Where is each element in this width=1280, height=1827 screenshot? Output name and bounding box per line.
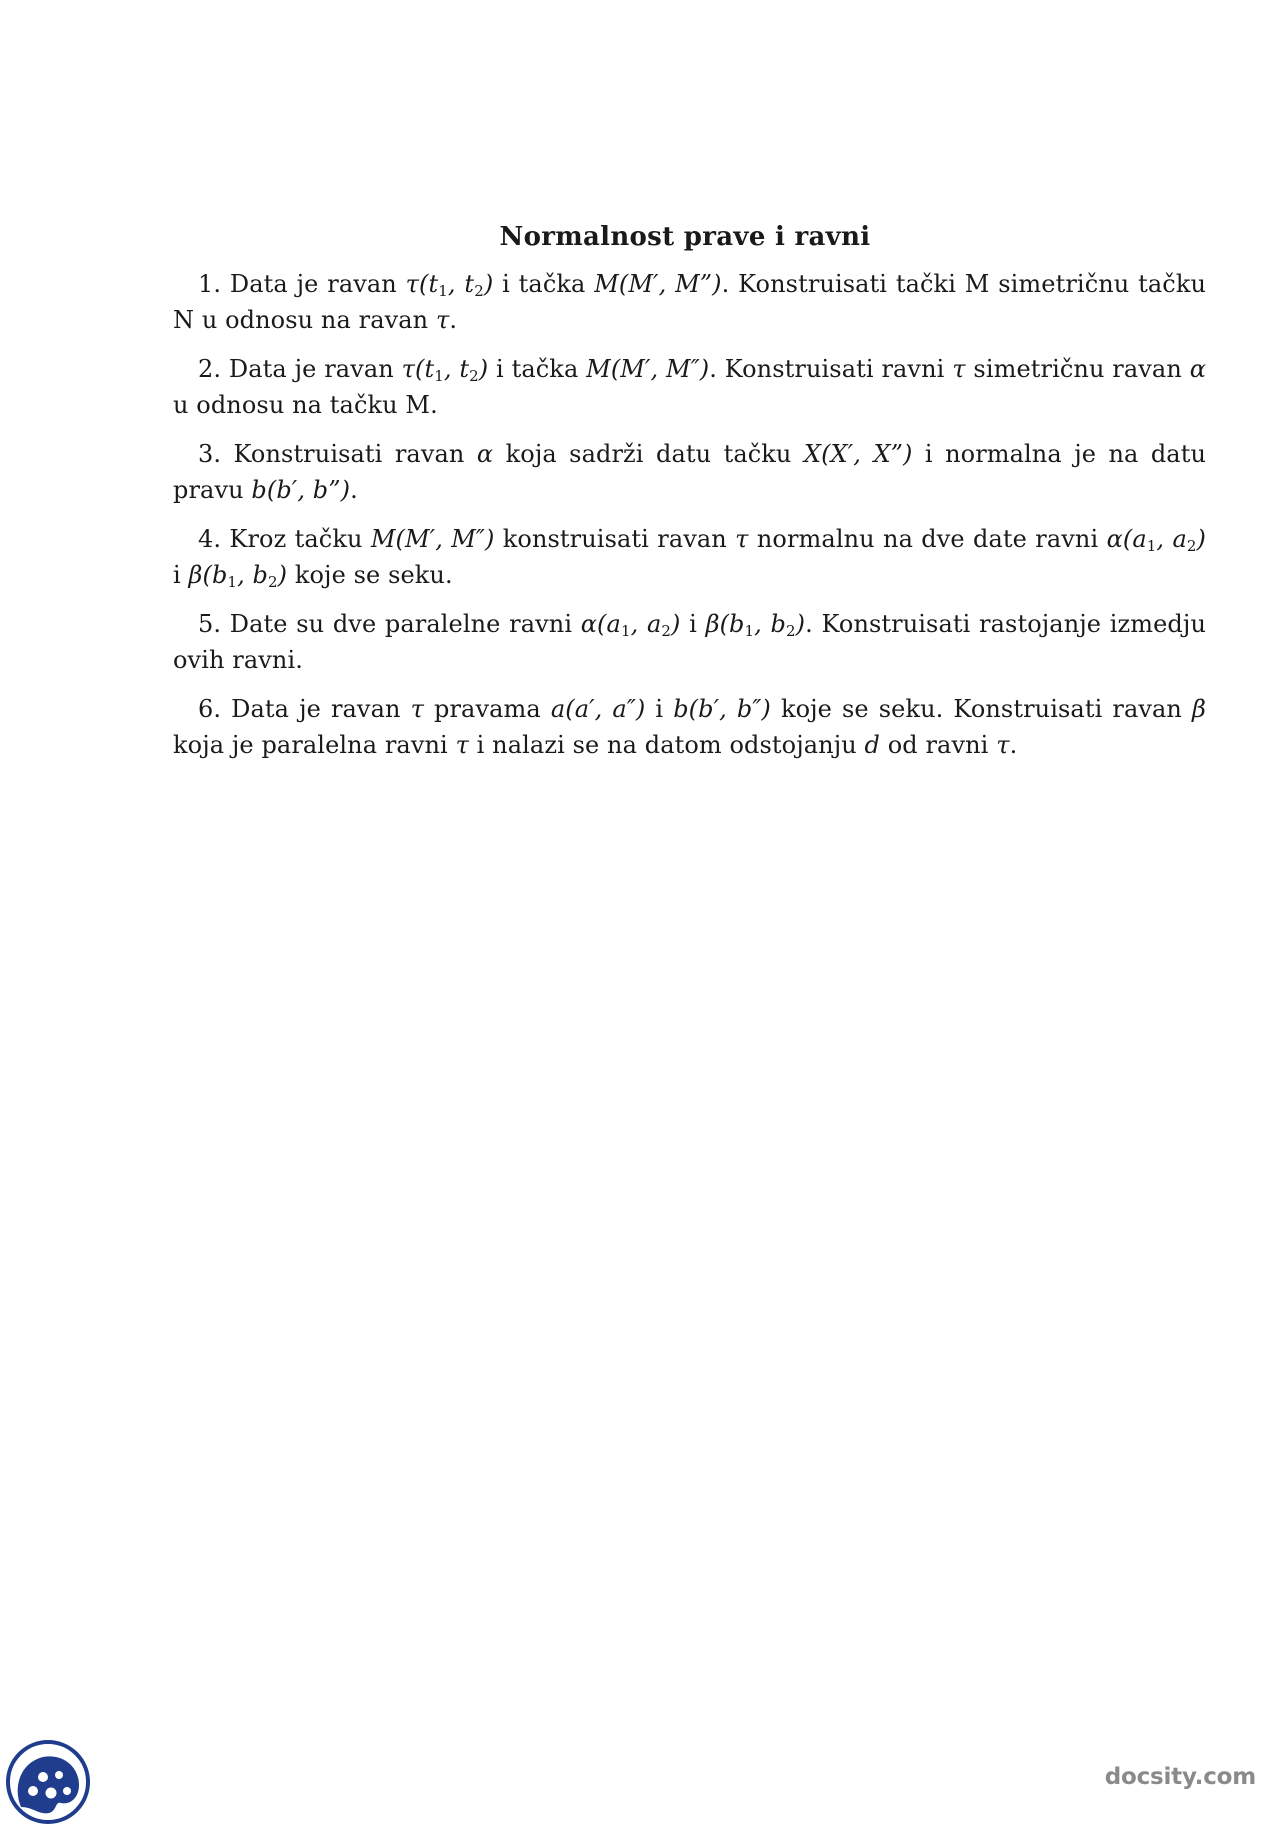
math-expression: τ [435, 306, 450, 334]
math-subscript: 2 [469, 367, 479, 385]
math-subscript: 2 [661, 622, 672, 640]
problem-number: 2. [198, 355, 229, 383]
math-expression: , b [754, 610, 786, 638]
math-expression: α(a [580, 610, 621, 638]
math-expression: , a [1156, 525, 1187, 553]
math-subscript: 2 [268, 573, 278, 591]
problem-text: koja je paralelna ravni [173, 731, 456, 759]
math-subscript: 2 [1186, 537, 1197, 555]
problem-text: i tačka [493, 270, 595, 298]
math-expression: τ [735, 525, 749, 553]
math-expression: τ [455, 731, 469, 759]
problem-text: od ravni [880, 731, 997, 759]
problem-list [173, 266, 1206, 776]
problem-text: i normalna je na datu pravu [173, 440, 1207, 504]
problem-text: . Konstruisati ravni [709, 355, 953, 383]
math-expression: ) [671, 610, 681, 638]
problem-number: 3. [198, 440, 234, 468]
problem-text: Konstruisati ravan [233, 440, 477, 468]
math-expression: , t [443, 355, 470, 383]
problem-text: i [645, 695, 674, 723]
math-subscript: 2 [786, 622, 796, 640]
math-expression: M(M′, M”) [594, 270, 722, 298]
math-subscript: 1 [620, 622, 631, 640]
math-expression: b(b′, b”) [251, 476, 351, 504]
problem-text: Data je ravan [231, 695, 411, 723]
docsity-logo-icon [3, 1737, 93, 1827]
problem-item [173, 436, 1206, 508]
math-subscript: 2 [474, 282, 484, 300]
math-subscript: 1 [744, 622, 755, 640]
problem-number: 4. [198, 525, 230, 553]
problem-text: i nalazi se na datom odstojanju [468, 731, 865, 759]
problem-text: i [173, 561, 189, 589]
math-expression: ) [483, 270, 494, 298]
math-subscript: 1 [1146, 537, 1157, 555]
problem-number: 6. [198, 695, 232, 723]
problem-text: . [1009, 731, 1018, 759]
math-expression: ) [277, 561, 288, 589]
problem-text: Data je ravan [228, 355, 402, 383]
math-expression: α [1189, 355, 1206, 383]
math-expression: τ [996, 731, 1010, 759]
problem-text: u odnosu na tačku M. [173, 391, 438, 419]
math-subscript: 1 [438, 282, 448, 300]
math-expression: ) [1196, 525, 1206, 553]
problem-text: i [680, 610, 706, 638]
math-expression: X(X′, X”) [803, 440, 913, 468]
math-expression: β(b [705, 610, 745, 638]
math-subscript: 1 [227, 573, 238, 591]
math-subscript: 1 [434, 367, 444, 385]
problem-item [173, 351, 1206, 423]
math-expression: β(b [188, 561, 228, 589]
problem-item [173, 521, 1206, 593]
math-expression: , t [447, 270, 475, 298]
problem-text: simetričnu ravan [965, 355, 1190, 383]
problem-text: koja sadrži datu tačku [493, 440, 804, 468]
problem-text: Date su dve paralelne ravni [229, 610, 581, 638]
problem-text: . [449, 306, 458, 334]
math-expression: α(a [1106, 525, 1147, 553]
problem-number: 1. [198, 270, 230, 298]
problem-text: . Konstruisati rastojanje izmedju ovih ravni. [173, 610, 1206, 674]
math-expression: a(a′, a″) [550, 695, 646, 723]
problem-text: Kroz tačku [229, 525, 371, 553]
math-expression: τ [952, 355, 966, 383]
problem-text: Data je ravan [229, 270, 406, 298]
math-expression: ) [478, 355, 489, 383]
math-expression: τ(t [405, 270, 439, 298]
page-title: Normalnost prave i ravni [499, 222, 871, 253]
math-expression: M(M′, M″) [586, 355, 710, 383]
math-expression: , b [237, 561, 268, 589]
problem-item [173, 266, 1206, 338]
problem-text: koje se seku. Konstruisati ravan [770, 695, 1193, 723]
problem-text: koje se seku. [287, 561, 453, 589]
problem-text: normalnu na dve date ravni [748, 525, 1107, 553]
problem-text: . Konstruisati tački M simetričnu tačku N u odnosu na ravan [173, 270, 1207, 334]
math-expression: τ [410, 695, 424, 723]
problem-text: i tačka [488, 355, 587, 383]
math-expression: ) [795, 610, 806, 638]
math-expression: τ(t [401, 355, 435, 383]
math-expression: b(b′, b″) [673, 695, 771, 723]
problem-text: pravama [423, 695, 551, 723]
problem-text: . [350, 476, 358, 504]
docsity-logo-text: docsity.com [1104, 1764, 1256, 1790]
problem-text: konstruisati ravan [494, 525, 736, 553]
math-expression: α [476, 440, 494, 468]
problem-number: 5. [198, 610, 230, 638]
math-expression: , a [630, 610, 662, 638]
math-expression: M(M′, M″) [370, 525, 495, 553]
math-expression: β [1192, 695, 1206, 723]
math-expression: d [864, 731, 881, 759]
problem-item [173, 606, 1206, 678]
problem-item [173, 691, 1206, 763]
